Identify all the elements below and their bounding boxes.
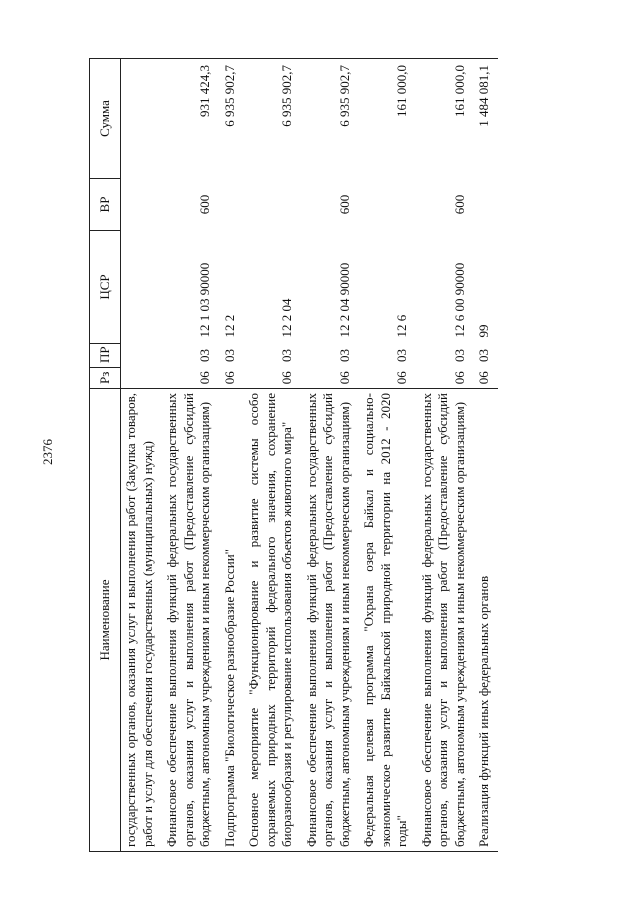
table-header (90, 59, 121, 852)
row-pr: 03 (197, 349, 212, 362)
row-sum (121, 59, 162, 179)
table-row (161, 59, 219, 852)
table-row (301, 59, 359, 852)
row-pr: 03 (221, 349, 237, 362)
row-vr (358, 179, 416, 231)
row-rz: 06 (243, 368, 301, 389)
row-name: государственных органов, оказания услуг и выполнения работ (Закупка товаров, работ и услуг для обеспечения государственных (муниципальных) нужд) (121, 389, 162, 852)
header-vr: ВР (90, 179, 121, 231)
row-pr (121, 344, 162, 368)
row-csr: 12 2 04 (279, 298, 294, 338)
row-pr: 03 (336, 349, 352, 362)
row-name: Реализация функций иных федеральных органов (473, 389, 498, 852)
row-pr: 03 (476, 349, 491, 362)
row-vr (243, 179, 301, 231)
page-number: 2376 (40, 439, 55, 465)
header-name: Наименование (90, 389, 121, 852)
row-csr: 12 1 03 90000 (197, 262, 212, 338)
row-name: Подпрограмма "Биологическое разнообразие России" (219, 389, 244, 852)
row-csr: 12 2 (221, 314, 237, 338)
row-name: Финансовое обеспечение выполнения функций федеральных государственных органов, оказания услуг и выполнения работ (Предоставление субсидий бюджетным, автономным учреждениям и иным некоммерческим организациям) (301, 389, 359, 852)
row-rz (121, 368, 162, 389)
row-pr: 03 (279, 349, 294, 362)
header-csr: ЦСР (90, 231, 121, 344)
row-csr: 99 (476, 324, 491, 338)
row-csr: 12 6 (394, 314, 409, 338)
row-rz: 06 (358, 368, 416, 389)
row-vr (219, 179, 244, 231)
row-sum: 1 484 081,1 (473, 59, 498, 179)
table-row (416, 59, 474, 852)
row-vr: 600 (336, 194, 352, 215)
table-row (473, 59, 498, 852)
row-sum: 161 000,0 (358, 59, 416, 179)
row-sum: 931 424,3 (161, 59, 219, 179)
row-name: Финансовое обеспечение выполнения функций федеральных государственных органов, оказания услуг и выполнения работ (Предоставление субсидий бюджетным, автономным учреждениям и иным некоммерческим организациям) (161, 389, 219, 852)
table-row (243, 59, 301, 852)
row-csr: 12 2 04 90000 (336, 262, 352, 338)
row-pr: 03 (451, 349, 467, 362)
table-row (358, 59, 416, 852)
row-pr: 03 (394, 349, 409, 362)
row-rz: 06 (161, 368, 219, 389)
row-rz: 06 (416, 368, 474, 389)
row-csr: 12 6 00 90000 (451, 262, 467, 338)
table-row (219, 59, 244, 852)
row-sum: 6 935 902,7 (243, 59, 301, 179)
header-sum: Сумма (90, 59, 121, 179)
row-rz: 06 (473, 368, 498, 389)
budget-table (89, 58, 498, 852)
row-name: Основное мероприятие "Функционирование и развитие системы особо охраняемых природных территорий федерального значения, сохранение биоразнообразия и регулирование использования объектов животного мира" (243, 389, 301, 852)
table-body (121, 59, 498, 852)
row-rz: 06 (219, 368, 244, 389)
row-csr (121, 231, 162, 344)
row-vr (121, 179, 162, 231)
row-name: Федеральная целевая программа "Охрана озера Байкал и социально-экономическое развитие Байкальской природной территории на 2012 - 2020 годы" (358, 389, 416, 852)
header-pr: ПР (90, 344, 121, 368)
row-vr: 600 (451, 194, 467, 215)
budget-table-page (89, 59, 581, 852)
row-vr (473, 179, 498, 231)
row-name: Финансовое обеспечение выполнения функций федеральных государственных органов, оказания услуг и выполнения работ (Предоставление субсидий бюджетным, автономным учреждениям и иным некоммерческим организациям) (416, 389, 474, 852)
header-rz: Рз (90, 368, 121, 389)
row-rz: 06 (301, 368, 359, 389)
table-row (121, 59, 162, 852)
row-sum: 6 935 902,7 (301, 59, 359, 179)
row-vr: 600 (197, 194, 212, 215)
row-sum: 6 935 902,7 (219, 59, 244, 179)
row-sum: 161 000,0 (416, 59, 474, 179)
